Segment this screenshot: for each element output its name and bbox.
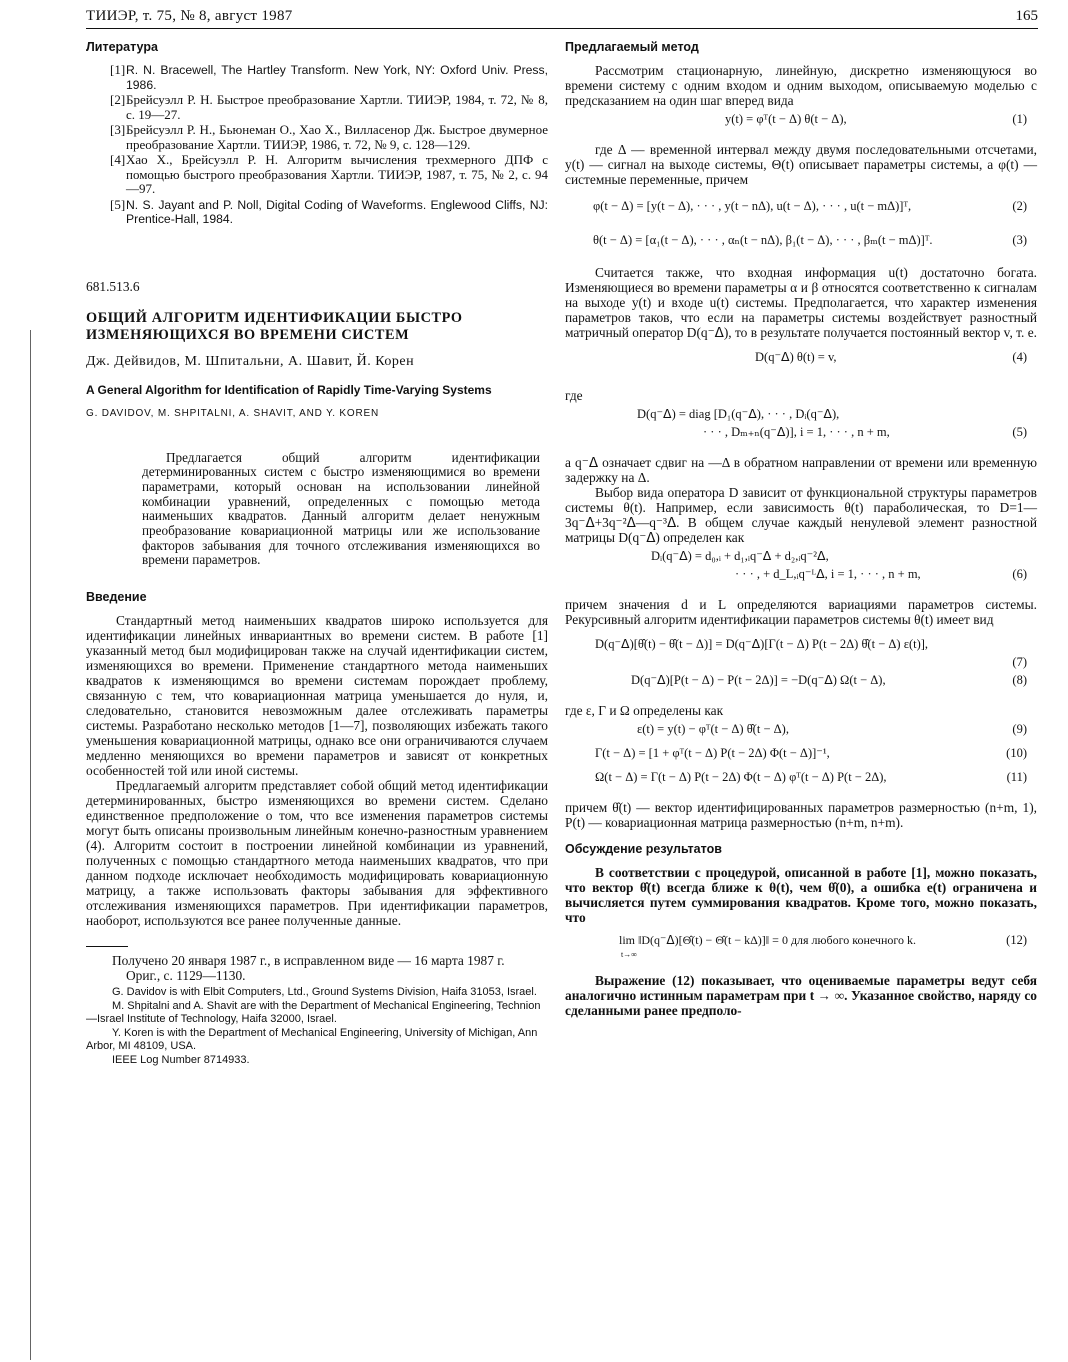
page-number: 165 (1015, 8, 1038, 24)
method-paragraph-4: а q⁻ᐃ означает сдвиг на —Δ в обратном направлении от времени или временную задержку на Δ. (565, 455, 1037, 485)
discussion-heading: Обсуждение результатов (565, 842, 722, 856)
equation-6: Dᵢ(q⁻ᐃ) = d₀,ᵢ + d₁,ᵢq⁻ᐃ + d₂,ᵢq⁻²ᐃ, · · · , + d_L,ᵢq⁻ᴸᐃ, i = 1, · · · , n + m, (6) (651, 549, 1027, 581)
journal-issue: ТИИЭР, т. 75, № 8, август 1987 (86, 8, 293, 24)
discussion-paragraph-1: В соответствии с процедурой, описанной в работе [1], можно показать, что вектор θ̂(t) всегда ближе к θ(t), чем θ̂(0), а ошибка e(t) ограничена и вычисляется путем суммирования квадратов. Кроме того, можно показать, что (565, 865, 1037, 925)
affiliation-note: M. Shpitalni and A. Shavit are with the Department of Mechanical Engineering, Technion—Israel Institute of Technology, Haifa 32000, Israel. (86, 1000, 541, 1026)
affiliation-note: Y. Koren is with the Department of Mechanical Engineering, University of Michigan, Ann Arbor, MI 48109, USA. (86, 1027, 538, 1053)
article-title: ОБЩИЙ АЛГОРИТМ ИДЕНТИФИКАЦИИ БЫСТРО ИЗМЕНЯЮЩИХСЯ ВО ВРЕМЕНИ СИСТЕМ (86, 309, 463, 343)
where-word: где (565, 388, 583, 403)
discussion-paragraph-2: Выражение (12) показывает, что оцениваемые параметры ведут себя аналогично истинным параметрам при t → ∞. Указанное свойство, наряду со сделанными ранее предполо- (565, 973, 1037, 1018)
equation-7: D(q⁻ᐃ)[θ̂(t) − θ̂(t − Δ)] = D(q⁻ᐃ)[Γ(t − Δ) P(t − 2Δ) θ̂(t − Δ) ε(t)], (7) (595, 637, 1027, 669)
equation-4: D(q⁻ᐃ) θ(t) = v, (4) (755, 350, 1027, 364)
right-column (565, 40, 1037, 1018)
method-paragraph-8: причем θ̂(t) — вектор идентифицированных параметров размерностью (n+m, 1), P(t) — ковариационная матрица размерностью (n+m, n+m). (565, 800, 1037, 830)
equation-12: lim ‖D(q⁻ᐃ)[Θ̂(t) − Θ̂(t − kΔ)]‖ = 0 для любого конечного k. t→∞ (12) (619, 933, 1027, 959)
reference-item: [5] N. S. Jayant and P. Noll, Digital Coding of Waveforms. Englewood Cliffs, NJ: Prentice-Hall, 1984. (110, 196, 548, 226)
intro-heading: Введение (86, 590, 147, 605)
equation-10: Γ(t − Δ) = [1 + φᵀ(t − Δ) P(t − 2Δ) Φ(t − Δ)]⁻¹, (10) (595, 746, 1027, 760)
equation-9: ε(t) = y(t) − φᵀ(t − Δ) θ̂(t − Δ), (9) (637, 722, 1027, 736)
received-date: Получено 20 января 1987 г., в исправленном виде — 16 марта 1987 г. (112, 953, 505, 969)
english-authors: G. DAVIDOV, M. SHPITALNI, A. SHAVIT, AND Y. KOREN (86, 407, 379, 419)
equation-8: D(q⁻ᐃ)[P(t − Δ) − P(t − 2Δ)] = −D(q⁻ᐃ) Ω(t − Δ), (8) (631, 673, 1027, 687)
affiliation-note: G. Davidov is with Elbit Computers, Ltd., Ground Systems Division, Haifa 31053, Israel. (112, 986, 537, 999)
intro-paragraph-1: Стандартный метод наименьших квадратов широко используется для идентификации линейных инвариантных во времени систем. В работе [1] указанный метод был модифицирован также на случай идентификации систем, изменяющихся во времени. Применение стандартного метода наименьших квадратов к изменяющимся во времени системам порождает проблему, связанную с тем, что ковариационная матрица уменьшается до нуля, и, следовательно, становится невозможным далее отслеживать параметры системы. Разработано несколько методов [1—7], позволяющих избежать такого уменьшения ковариационной матрицы, однако все они ограничиваются случаем медленно меняющихся во времени параметров и зависят от конкретных особенностей той или иной системы. (86, 613, 548, 779)
method-paragraph-2: где Δ — временной интервал между двумя последовательными отсчетами, y(t) — сигнал на выходе системы, Θ(t) описывает параметры системы, а φ(t) — системные переменные, причем (565, 142, 1037, 187)
method-paragraph-3: Считается также, что входная информация u(t) достаточно богата. Изменяющиеся во времени параметры α и β относятся соответственно к сигналам на выходе y(t) и входе u(t) системы. Предполагается, что характер изменения параметров таков, что если на параметры системы воздействует разностный матричный оператор D(q⁻ᐃ), то в результате получается постоянный вектор v, т. е. (565, 265, 1038, 340)
equation-2: φ(t − Δ) = [y(t − Δ), · · · , y(t − nΔ), u(t − Δ), · · · , u(t − mΔ)]ᵀ, (2) (593, 199, 1027, 213)
equation-11: Ω(t − Δ) = Γ(t − Δ) P(t − 2Δ) Φ(t − Δ) φᵀ(t − Δ) P(t − 2Δ), (11) (595, 770, 1027, 784)
references-heading: Литература (86, 40, 158, 54)
method-paragraph-5: Выбор вида оператора D зависит от функциональной структуры параметров системы θ(t). Например, если зависимость θ(t) параболическая, то D=1—3q⁻ᐃ+3q⁻²ᐃ—q⁻³ᐃ. В общем случае каждый ненулевой элемент разностной матрицы D(q⁻ᐃ) определен как (565, 485, 1037, 545)
running-header (86, 6, 1038, 29)
original-pages: Ориг., с. 1129—1130. (126, 968, 246, 984)
reference-item: [1] R. N. Bracewell, The Hartley Transform. New York, NY: Oxford Univ. Press, 1986. (110, 62, 548, 92)
english-title: A General Algorithm for Identification of Rapidly Time-Varying Systems (86, 382, 492, 397)
method-paragraph-7: где ε, Γ и Ω определены как (565, 703, 724, 718)
scan-margin-line (30, 330, 31, 1360)
equation-1: y(t) = φᵀ(t − Δ) θ(t − Δ), (1) (725, 112, 1027, 126)
article-authors: Дж. Дейвидов, М. Шпитальни, А. Шавит, Й. Корен (86, 353, 415, 369)
abstract: Предлагается общий алгоритм идентификации детерминированных систем с быстро изменяющимися во времени параметрами, который основан на использовании линейной комбинации уравнений, определенных с помощью метода наименьших квадратов. Данный алгоритм делает ненужным преобразование ковариационной матрицы или же использование факторов забывания для точного отслеживания изменяющихся во времени параметров. (142, 449, 540, 568)
equation-5: D(q⁻ᐃ) = diag [D₁(q⁻ᐃ), · · · , Dᵢ(q⁻ᐃ), · · · , Dₘ₊ₙ(q⁻ᐃ)], i = 1, · · · , n + m, (5) (637, 407, 1027, 439)
method-heading: Предлагаемый метод (565, 40, 699, 54)
reference-item: [3] Брейсуэлл Р. Н., Бьюнеман О., Хао Х., Вилласенор Дж. Быстрое двумерное преобразование Хартли. ТИИЭР, 1986, т. 72, № 9, с. 128—129. (110, 122, 548, 152)
footnote-divider (86, 946, 128, 947)
udc-code: 681.513.6 (86, 278, 140, 294)
method-paragraph-1: Рассмотрим стационарную, линейную, дискретно изменяющуюся во времени систему с одним входом и одним выходом, описываемую моделью с предсказанием на один шаг вперед вида (565, 63, 1037, 108)
reference-item: [4] Хао Х., Брейсуэлл Р. Н. Алгоритм вычисления трехмерного ДПФ с помощью быстрого преобразования Хартли. ТИИЭР, 1987, т. 75, № 2, с. 94—97. (110, 152, 548, 196)
reference-item: [2] Брейсуэлл Р. Н. Быстрое преобразование Хартли. ТИИЭР, 1984, т. 72, № 8, с. 19—27. (110, 92, 548, 122)
method-paragraph-6: причем значения d и L определяются вариациями параметров системы. Рекурсивный алгоритм идентификации параметров системы θ(t) имеет вид (565, 597, 1037, 627)
left-column (86, 40, 548, 1068)
equation-3: θ(t − Δ) = [α₁(t − Δ), · · · , αₙ(t − nΔ), β₁(t − Δ), · · · , βₘ(t − mΔ)]ᵀ. (3) (593, 233, 1027, 247)
references-list (86, 63, 548, 227)
ieee-log-number: IEEE Log Number 8714933. (112, 1054, 250, 1067)
author-affiliations (86, 986, 548, 1067)
intro-paragraph-2: Предлагаемый алгоритм представляет собой общий метод идентификации детерминированных, быстро изменяющихся во времени систем. Сделано единственное предположение о том, что все изменения параметров системы могут быть описаны произвольным линейным конечно-разностным уравнением (4). Алгоритм состоит в построении линейной комбинации из уравнений, полученных с помощью стандартного метода наименьших квадратов, что при данном подходе исключает необходимость модифицировать ковариационную матрицу, а также использовать факторы забывания для эффективного отслеживания изменяющихся параметров. При идентификации параметров, наоборот, используются все ранее полученные данные. (86, 778, 548, 929)
